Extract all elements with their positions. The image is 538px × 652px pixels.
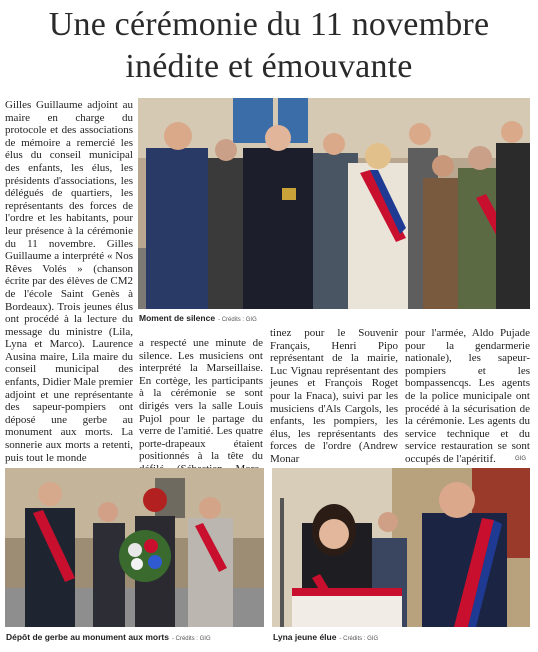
caption-credit: - Crédits : GIG: [218, 317, 257, 323]
caption-credit: - Crédits : GIG: [171, 636, 211, 642]
caption-title: Moment de silence: [139, 313, 216, 323]
caption-lyna-jeune-elue: [273, 632, 378, 642]
caption-title: Lyna jeune élue: [273, 632, 337, 642]
article-column-3: [270, 327, 398, 466]
article-paragraph: tinez pour le Souvenir Français, Henri Pipo représentant de la mairie, Luc Vignau représentant des jeunes et François Roget pour la Fnaca), suivi par les musiciens d'Als Cargols, les enfants, les pompiers, les élus, les représentants des forces de l'ordre (Andrew Monar: [270, 327, 398, 465]
headline: [0, 4, 538, 88]
article-column-2: [139, 337, 263, 488]
article-paragraph: a respecté une minute de silence. Les musiciens ont interprété la Marseillaise. En cortège, les participants à la cérémonie se sont dirigés vers la salle Louis Pujol pour le partage du verre de l'amitié. Les quatre porte-drapeaux étaient positionnés à la tête du: [139, 337, 263, 463]
headline-line-2: inédite et émouvante: [125, 48, 413, 85]
photo-depot-de-gerbe: [5, 468, 264, 627]
article-paragraph: Gilles Guillaume adjoint au maire en charge du protocole et des associations de mémoire a remercié les élus du conseil municipal des enfants, les élus, les présidents d'associations, les délégués de quartiers, les représentants des forces de l'ordre et les habitants, pour leur présence à la cérémonie du 11 novembre. Gilles Guillaume a interprété « Nos Rêves Volés » (chanson écrite par des élèves de CM2 de l'école Saint Genès à Bordeaux). Trois jeunes élus ont procédé à la lecture du message du ministre (Lila, Lyna et Marco). Laurence Ausina maire, Lila maire du conseil municipal des enfants, Didier Male premier adjoint et une représentante des sapeur-pompiers ont déposé une gerbe au monument aux morts. La sonnerie aux morts a retenti, puis tout le monde: [5, 99, 133, 464]
photo-moment-de-silence: [138, 98, 530, 309]
caption-moment-de-silence: [139, 313, 257, 323]
article-column-1: [5, 99, 133, 464]
caption-depot-de-gerbe: [6, 632, 211, 642]
photo-credit: GIG: [514, 456, 526, 462]
article-column-4: [405, 327, 530, 466]
photo-lyna-jeune-elue: [272, 468, 530, 627]
headline-line-1: Une cérémonie du 11 novembre: [48, 6, 490, 43]
caption-title: Dépôt de gerbe au monument aux morts: [6, 632, 169, 642]
article-paragraph: pour l'armée, Aldo Pujade pour la gendarmerie nationale), les sapeur-pompiers et les bompassencqs. Les agents de la police municipale ont procédé à la sécurisation de la cérémonie. Les agents du service technique et du service restauration se sont occupés de l'apéritif.: [405, 327, 530, 465]
caption-credit: - Crédits : GIG: [339, 636, 379, 642]
